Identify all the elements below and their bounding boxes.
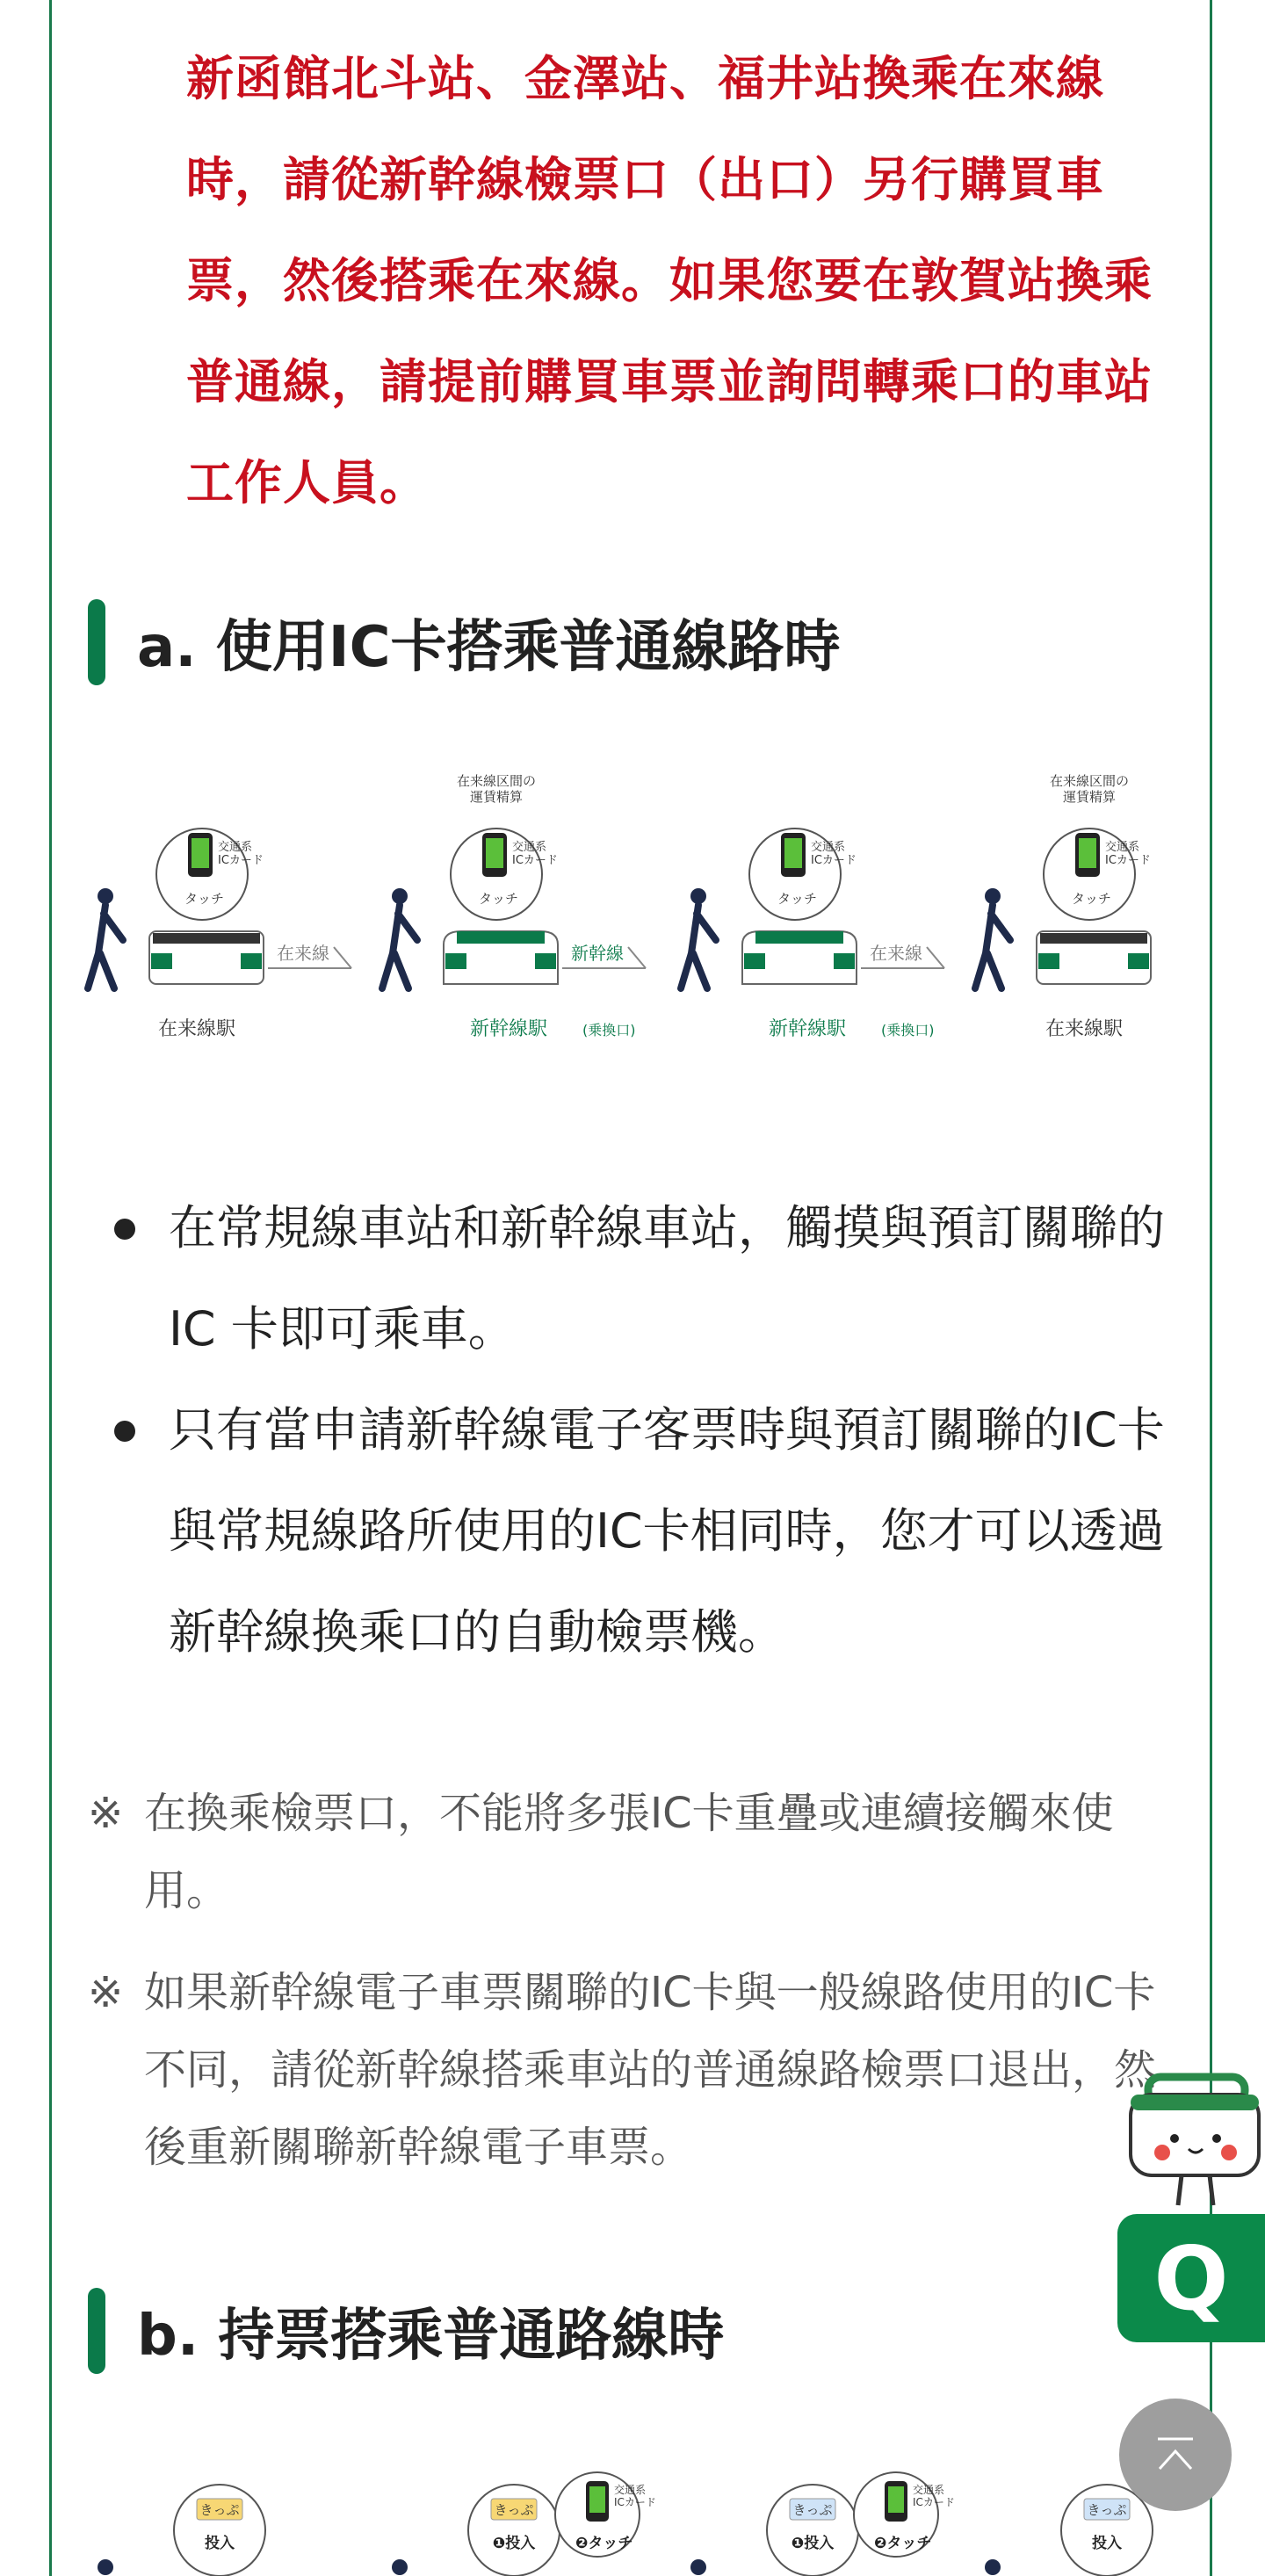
ticket-label: きっぷ (792, 2502, 833, 2518)
gate-panel (241, 953, 262, 969)
bullet-dot (114, 1219, 135, 1240)
note-item (88, 1954, 1160, 2186)
touch-label: タッチ (479, 891, 519, 907)
gate-top (153, 933, 260, 944)
gate-top (457, 931, 545, 944)
ic-card-notes (88, 1775, 1160, 2186)
touch-label: タッチ (184, 891, 225, 907)
insert-label: 投入 (205, 2535, 235, 2552)
note-text: 在換乘檢票口，不能將多張IC卡重疊或連續接觸來使用。 (144, 1789, 1114, 1915)
note-mark: ※ (88, 1789, 124, 1838)
gate-top (755, 931, 843, 944)
list-item (105, 1379, 1186, 1682)
gate-panel (445, 953, 466, 969)
ic-card-bullets (105, 1177, 1186, 1682)
ticket-label: きっぷ (1087, 2502, 1127, 2518)
gate-panel (1128, 953, 1149, 969)
person-icon (98, 2559, 113, 2575)
station-label: 新幹線駅 (470, 1018, 548, 1040)
line-label: 在来線 (870, 943, 922, 964)
ic-card-label: ICカード (218, 854, 264, 867)
person-body (88, 905, 123, 988)
list-item (105, 1177, 1186, 1379)
heading-accent-bar (88, 599, 105, 685)
line-arrow (334, 947, 351, 968)
line-arrow (628, 947, 646, 968)
back-to-top-button[interactable] (1119, 2399, 1232, 2511)
note-mark: ※ (88, 1968, 124, 2017)
person-body (382, 905, 417, 988)
person-body (975, 905, 1010, 988)
gate-panel (1038, 953, 1059, 969)
ic-card-label: ICカード (811, 854, 857, 867)
bullet-dot (114, 1421, 135, 1442)
insert-label: ❶投入 (791, 2535, 835, 2552)
person-body (681, 905, 716, 988)
insert-label: ❶投入 (492, 2535, 536, 2552)
ic-card-label: 交通系 (913, 2484, 945, 2496)
phone-screen (1079, 838, 1096, 868)
mascot-icon[interactable] (1120, 2065, 1265, 2214)
fare-label: 在来線区間の (456, 773, 537, 789)
station-suffix: (乗換口) (881, 1022, 935, 1038)
gate-panel (151, 953, 172, 969)
ic-card-label: ICカード (1105, 854, 1151, 867)
ic-card-label: 交通系 (1105, 841, 1140, 854)
station-label: 在来線駅 (158, 1018, 236, 1040)
person-icon (985, 2559, 1001, 2575)
ticket-transfer-diagram (79, 2460, 1195, 2576)
bullet-text: 只有當申請新幹線電子客票時與預訂關聯的IC卡與常規線路所使用的IC卡相同時，您才可以透過新幹線換乘口的自動檢票機。 (169, 1402, 1165, 1660)
section-b-heading (88, 2288, 724, 2374)
person-icon (392, 2559, 408, 2575)
gate-panel (744, 953, 765, 969)
ic-card-label: 交通系 (218, 841, 253, 854)
section-a-heading (88, 599, 841, 685)
ic-card-label: ICカード (614, 2496, 656, 2508)
faq-button[interactable] (1117, 2214, 1265, 2342)
line-label: 在来線 (277, 943, 329, 964)
fare-label: 運賃精算 (469, 789, 524, 805)
section-a-title: a. 使用IC卡搭乘普通線路時 (137, 615, 841, 680)
gate-panel (535, 953, 556, 969)
ic-card-label: 交通系 (811, 841, 846, 854)
note-item (88, 1775, 1160, 1929)
ticket-label: きっぷ (199, 2502, 240, 2518)
ic-card-transfer-diagram (79, 773, 1195, 1054)
faq-button-label: Q (1153, 2226, 1229, 2330)
station-label: 新幹線駅 (769, 1018, 847, 1040)
touch-label: タッチ (1072, 891, 1112, 907)
phone-screen (589, 2486, 605, 2513)
touch-label: タッチ (777, 891, 818, 907)
heading-accent-bar (88, 2288, 105, 2374)
ic-card-label: 交通系 (512, 841, 547, 854)
insert-label: 投入 (1092, 2535, 1122, 2552)
ic-card-label: 交通系 (614, 2484, 647, 2496)
transfer-warning: 新函館北斗站、金澤站、福井站換乘在來線時，請從新幹線檢票口（出口）另行購買車票，然後搭乘在來線。如果您要在敦賀站換乘普通線，請提前購買車票並詢問轉乘口的車站工作人員。 (186, 51, 1153, 510)
fare-label: 運賃精算 (1062, 789, 1117, 805)
line-arrow (927, 947, 944, 968)
touch-label: ❷タッチ (575, 2535, 633, 2552)
section-b-title: b. 持票搭乘普通路線時 (137, 2304, 725, 2369)
phone-screen (888, 2486, 904, 2513)
touch-label: ❷タッチ (874, 2535, 932, 2552)
chevron-up-icon (1151, 2430, 1200, 2479)
bullet-text: 在常規線車站和新幹線車站，觸摸與預訂關聯的 IC 卡即可乘車。 (169, 1200, 1165, 1357)
note-text: 如果新幹線電子車票關聯的IC卡與一般線路使用的IC卡不同，請從新幹線搭乘車站的普通線路檢票口退出，然後重新關聯新幹線電子車票。 (144, 1968, 1157, 2172)
gate-panel (834, 953, 855, 969)
fare-label: 在来線区間の (1049, 773, 1130, 789)
gate-top (1040, 933, 1147, 944)
station-suffix: (乗換口) (582, 1022, 636, 1038)
person-icon (690, 2559, 706, 2575)
phone-screen (784, 838, 802, 868)
station-label: 在来線駅 (1045, 1018, 1124, 1040)
line-label: 新幹線 (571, 943, 624, 964)
phone-screen (192, 838, 209, 868)
ic-card-label: ICカード (913, 2496, 955, 2508)
ic-card-label: ICカード (512, 854, 558, 867)
ticket-label: きっぷ (494, 2502, 534, 2518)
phone-screen (486, 838, 503, 868)
